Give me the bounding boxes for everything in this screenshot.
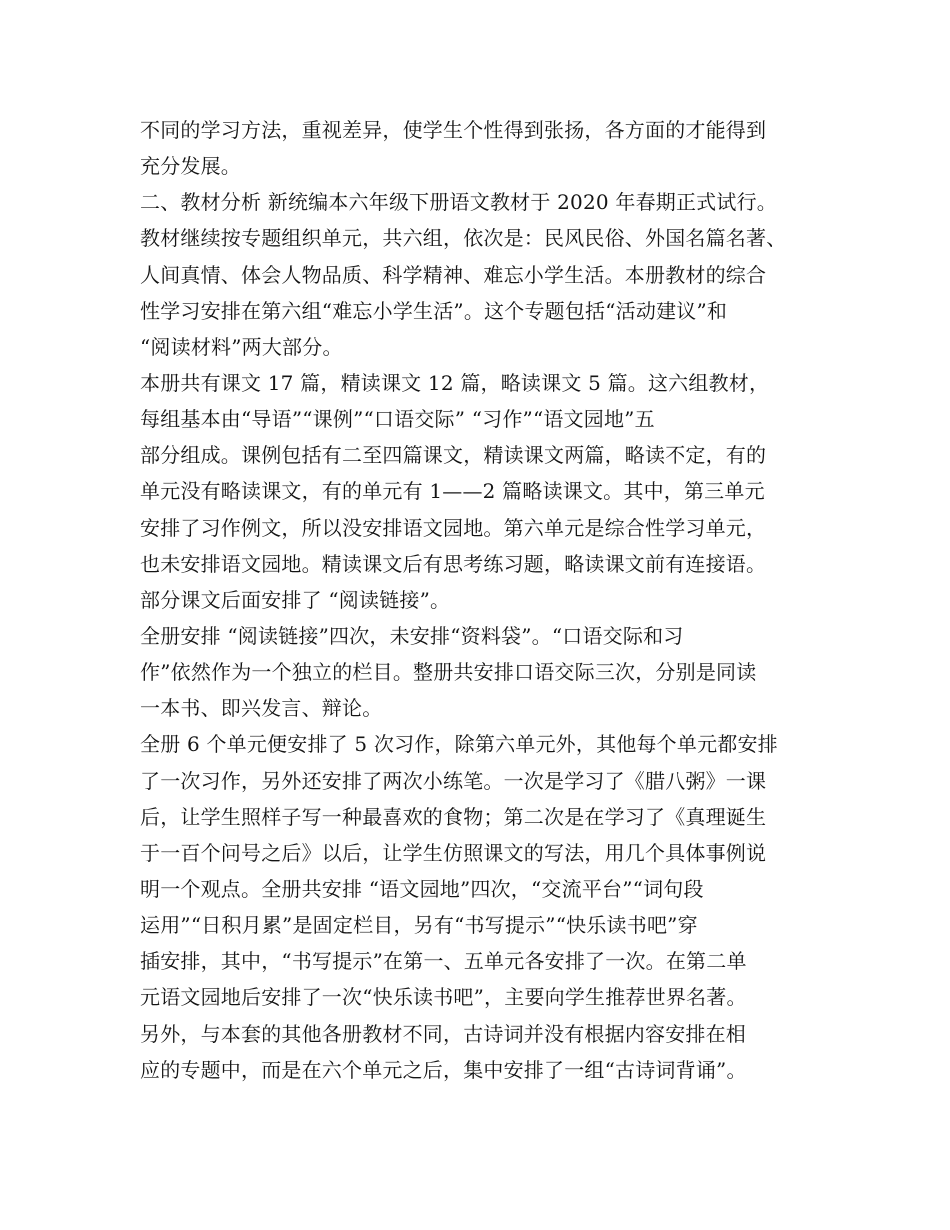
text-line: 另外，与本套的其他各册教材不同，古诗词并没有根据内容安排在相 xyxy=(140,1021,746,1046)
text-line: 一本书、即兴发言、辩论。 xyxy=(140,696,383,721)
text-line: 于一百个问号之后》以后，让学生仿照课文的写法，用几个具体事例说 xyxy=(140,840,767,865)
text-line: 了一次习作，另外还安排了两次小练笔。一次是学习了《腊八粥》一课 xyxy=(140,768,767,793)
text-line: 充分发展。 xyxy=(140,154,241,179)
text-line: 二、教材分析 新统编本六年级下册语文教材于 2020 年春期正式试行。 xyxy=(140,190,777,215)
text-line: 单元没有略读课文，有的单元有 1——2 篇略读课文。其中，第三单元 xyxy=(140,479,765,504)
text-line: 性学习安排在第六组“难忘小学生活”。这个专题包括“活动建议”和 xyxy=(140,298,728,323)
text-line: 作”依然作为一个独立的栏目。整册共安排口语交际三次，分别是同读 xyxy=(140,660,757,685)
text-line: 安排了习作例文，所以没安排语文园地。第六单元是综合性学习单元， xyxy=(140,515,767,540)
text-line: “阅读材料”两大部分。 xyxy=(140,334,343,359)
text-line: 明一个观点。全册共安排 “语文园地”四次，“交流平台”“词句段 xyxy=(140,876,704,901)
text-line: 部分组成。课例包括有二至四篇课文，精读课文两篇，略读不定，有的 xyxy=(140,443,767,468)
text-line: 不同的学习方法，重视差异，使学生个性得到张扬，各方面的才能得到 xyxy=(140,118,767,142)
text-line: 全册安排 “阅读链接”四次，未安排“资料袋”。“口语交际和习 xyxy=(140,623,684,648)
text-line: 后，让学生照样子写一种最喜欢的食物；第二次是在学习了《真理诞生 xyxy=(140,804,767,829)
text-line: 教材继续按专题组织单元，共六组，依次是：民风民俗、外国名篇名著、 xyxy=(140,226,787,251)
text-line: 全册 6 个单元便安排了 5 次习作，除第六单元外，其他每个单元都安排 xyxy=(140,732,778,757)
text-body xyxy=(140,112,830,1088)
text-line: 部分课文后面安排了 “阅读链接”。 xyxy=(140,587,451,612)
text-line: 运用”“日积月累”是固定栏目，另有“书写提示”“快乐读书吧”穿 xyxy=(140,913,698,938)
text-line: 每组基本由“导语”“课例”“口语交际” “习作”“语文园地”五 xyxy=(140,407,655,432)
text-line: 元语文园地后安排了一次“快乐读书吧”，主要向学生推荐世界名著。 xyxy=(140,985,747,1010)
text-line: 应的专题中，而是在六个单元之后，集中安排了一组“古诗词背诵”。 xyxy=(140,1057,747,1082)
text-line: 也未安排语文园地。精读课文后有思考练习题，略读课文前有连接语。 xyxy=(140,551,767,576)
text-line: 插安排，其中，“书写提示”在第一、五单元各安排了一次。在第二单 xyxy=(140,949,747,974)
text-line: 人间真情、体会人物品质、科学精神、难忘小学生活。本册教材的综合 xyxy=(140,262,767,287)
text-line: 本册共有课文 17 篇，精读课文 12 篇，略读课文 5 篇。这六组教材， xyxy=(140,370,770,395)
